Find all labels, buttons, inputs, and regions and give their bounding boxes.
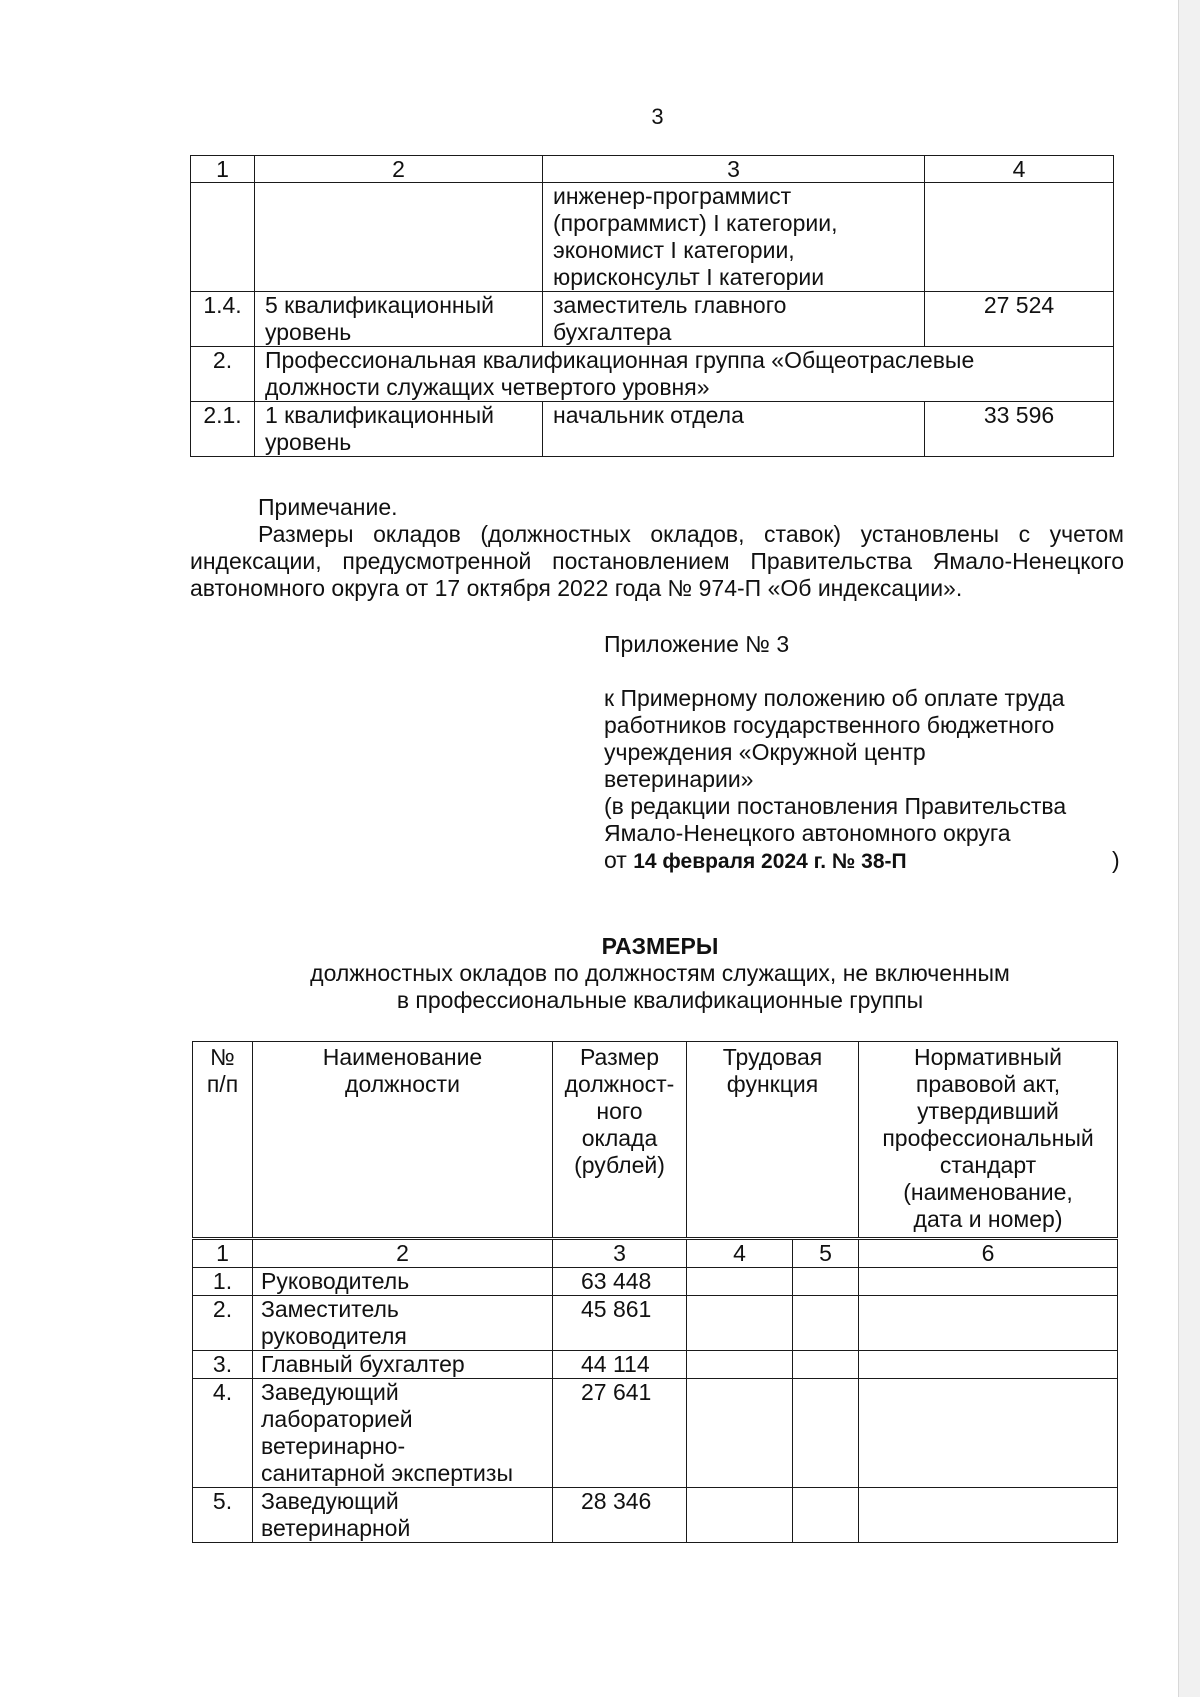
position-name [253, 1351, 553, 1379]
position-name-line: Руководитель [261, 1268, 410, 1294]
group-title [255, 347, 1114, 402]
position-list [543, 402, 925, 457]
labor-function-cell [793, 1488, 859, 1543]
salary-cell [925, 183, 1114, 292]
row-number [191, 183, 255, 292]
position-line: экономист I категории, [553, 237, 795, 263]
labor-function-cell [687, 1268, 793, 1296]
table-header-row [191, 156, 1114, 183]
header-line: № [210, 1044, 235, 1070]
position-name [253, 1488, 553, 1543]
position-name-line: Заведующий [261, 1488, 399, 1514]
table-row [193, 1488, 1118, 1543]
column-number: 3 [553, 1239, 687, 1268]
header-line: профессиональный [882, 1125, 1094, 1151]
header-line: ного [596, 1098, 643, 1124]
header-line: оклада [581, 1125, 658, 1151]
closing-paren: ) [1112, 847, 1120, 873]
header-cell: 1 [191, 156, 255, 183]
position-name-line: Заведующий [261, 1379, 399, 1405]
labor-function-cell [793, 1268, 859, 1296]
table-row [191, 292, 1114, 347]
table-row [193, 1379, 1118, 1488]
appendix-line: учреждения «Окружной центр [604, 739, 926, 765]
row-number: 2. [193, 1296, 253, 1351]
salary-cell: 27 641 [553, 1379, 687, 1488]
group-title-line: должности служащих четвертого уровня» [265, 374, 710, 400]
header-line: п/п [206, 1071, 239, 1097]
appendix-line: работников государственного бюджетного [604, 712, 1055, 738]
salary-cell: 27 524 [925, 292, 1114, 347]
resolution-date: 14 февраля 2024 г. № 38-П [633, 850, 907, 873]
row-number: 1.4. [191, 292, 255, 347]
group-row [191, 347, 1114, 402]
salary-table [192, 1041, 1118, 1543]
legal-act-cell [859, 1488, 1118, 1543]
header-cell: 2 [255, 156, 543, 183]
header-line: должност- [564, 1071, 675, 1097]
header-line: (рублей) [574, 1152, 665, 1178]
table-row [191, 402, 1114, 457]
header-line: Размер [579, 1044, 660, 1070]
salary-cell: 63 448 [553, 1268, 687, 1296]
column-number-row [193, 1239, 1118, 1268]
qualification-level [255, 292, 543, 347]
header-labor-function [687, 1042, 859, 1239]
labor-function-cell [687, 1296, 793, 1351]
header-line: (наименование, [903, 1179, 1073, 1205]
row-number: 4. [193, 1379, 253, 1488]
level-line: 1 квалификационный [265, 402, 494, 428]
appendix-line: Ямало-Ненецкого автономного округа [604, 820, 1011, 846]
header-line: Нормативный [914, 1044, 1062, 1070]
header-line: дата и номер) [913, 1206, 1063, 1232]
position-line: инженер-программист [553, 183, 792, 209]
salary-cell: 45 861 [553, 1296, 687, 1351]
labor-function-cell [793, 1351, 859, 1379]
header-line: утвердивший [917, 1098, 1059, 1124]
level-line: уровень [265, 429, 352, 455]
position-list [543, 292, 925, 347]
level-line: 5 квалификационный [265, 292, 494, 318]
page-number: 3 [651, 104, 664, 129]
position-line: юрисконсульт I категории [553, 264, 825, 290]
header-line: стандарт [939, 1152, 1037, 1178]
table-row [193, 1268, 1118, 1296]
header-line: Наименование [322, 1044, 483, 1070]
salary-cell: 28 346 [553, 1488, 687, 1543]
labor-function-cell [687, 1379, 793, 1488]
position-name [253, 1268, 553, 1296]
header-cell: 3 [543, 156, 925, 183]
column-number: 1 [193, 1239, 253, 1268]
header-number [193, 1042, 253, 1239]
section-subtitle: должностных окладов по должностям служащих, не включенным [310, 960, 1010, 986]
position-name-line: санитарной экспертизы [261, 1460, 513, 1486]
header-line: должности [345, 1071, 460, 1097]
header-line: функция [726, 1071, 819, 1097]
appendix-line: (в редакции постановления Правительства [604, 793, 1067, 819]
legal-act-cell [859, 1351, 1118, 1379]
column-number: 6 [859, 1239, 1118, 1268]
position-line: заместитель главного [553, 292, 787, 318]
header-line: правовой акт, [915, 1071, 1061, 1097]
appendix-line: ветеринарии» [604, 766, 754, 792]
appendix-block [604, 631, 1124, 874]
header-salary [553, 1042, 687, 1239]
column-number: 2 [253, 1239, 553, 1268]
position-list [543, 183, 925, 292]
column-number: 5 [793, 1239, 859, 1268]
position-line: (программист) I категории, [553, 210, 838, 236]
labor-function-cell [793, 1296, 859, 1351]
salary-cell: 33 596 [925, 402, 1114, 457]
row-number: 2. [191, 347, 255, 402]
qualification-level [255, 183, 543, 292]
row-number: 5. [193, 1488, 253, 1543]
labor-function-cell [793, 1379, 859, 1488]
section-subtitle: в профессиональные квалификационные группы [396, 987, 924, 1013]
section-title: РАЗМЕРЫ [601, 933, 719, 959]
qualification-level [255, 402, 543, 457]
position-name-line: лабораторией [261, 1406, 413, 1432]
row-number: 1. [193, 1268, 253, 1296]
position-name-line: ветеринарной [261, 1515, 411, 1541]
header-cell: 4 [925, 156, 1114, 183]
position-name-line: Главный бухгалтер [261, 1351, 465, 1377]
salary-cell: 44 114 [553, 1351, 687, 1379]
row-number: 2.1. [191, 402, 255, 457]
group-title-line: Профессиональная квалификационная группа «Общеотраслевые [265, 347, 975, 373]
table-header-row [193, 1042, 1118, 1239]
table-row [191, 183, 1114, 292]
appendix-date-line [604, 847, 1124, 874]
labor-function-cell [687, 1351, 793, 1379]
position-name [253, 1296, 553, 1351]
position-name-line: руководителя [261, 1323, 407, 1349]
header-legal-act [859, 1042, 1118, 1239]
date-prefix: от [604, 847, 627, 873]
legal-act-cell [859, 1268, 1118, 1296]
position-line: начальник отдела [553, 402, 744, 428]
position-name [253, 1379, 553, 1488]
note-title: Примечание. [258, 494, 398, 520]
qualification-table [190, 155, 1114, 457]
legal-act-cell [859, 1296, 1118, 1351]
appendix-line: к Примерному положению об оплате труда [604, 685, 1065, 711]
labor-function-cell [687, 1488, 793, 1543]
position-name-line: Заместитель [261, 1296, 399, 1322]
position-name-line: ветеринарно- [261, 1433, 406, 1459]
appendix-title: Приложение № 3 [604, 631, 790, 657]
header-position-name [253, 1042, 553, 1239]
page-edge [1178, 0, 1200, 1697]
column-number: 4 [687, 1239, 793, 1268]
level-line: уровень [265, 319, 352, 345]
legal-act-cell [859, 1379, 1118, 1488]
position-line: бухгалтера [553, 319, 672, 345]
row-number: 3. [193, 1351, 253, 1379]
table-row [193, 1351, 1118, 1379]
note-body: Размеры окладов (должностных окладов, ставок) установлены с учетом индексации, предусмотренной постановлением Правительства Ямало-Ненецкого автономного округа от 17 октября 2022 года № 974-П «Об индексации». [190, 521, 1124, 601]
table-row [193, 1296, 1118, 1351]
header-line: Трудовая [722, 1044, 823, 1070]
